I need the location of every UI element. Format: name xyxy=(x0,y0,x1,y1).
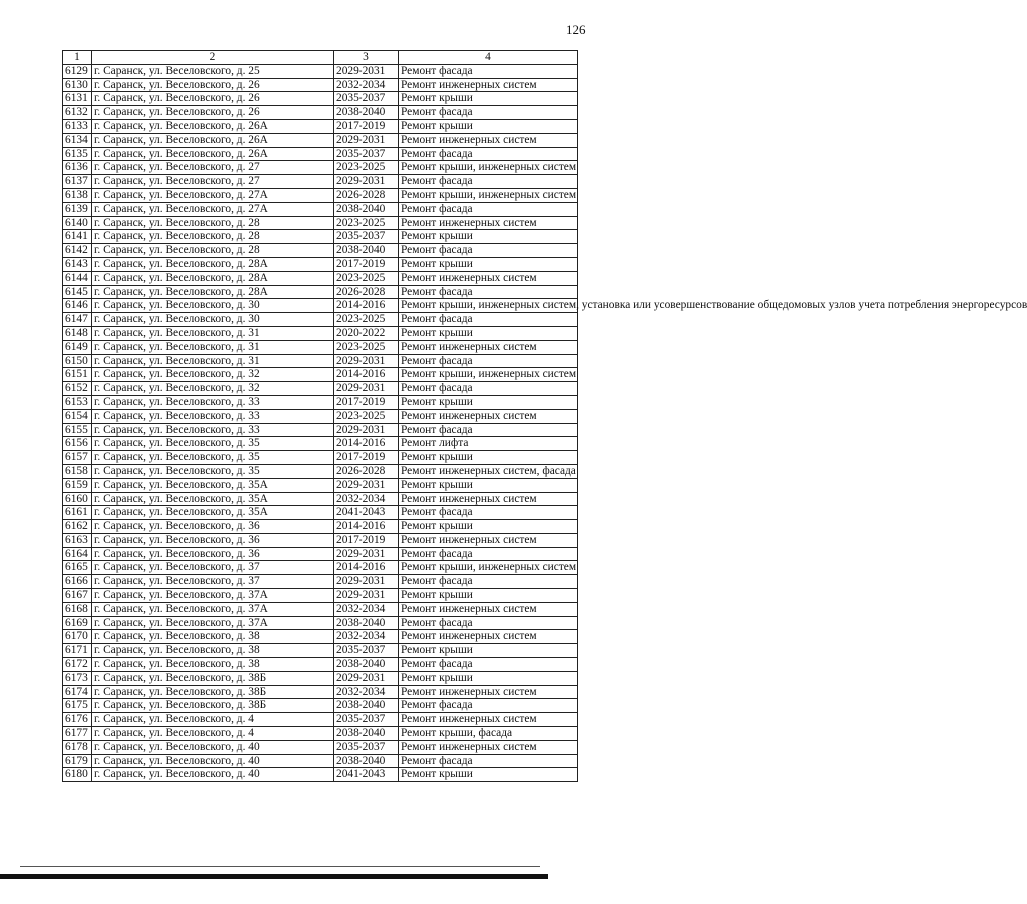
row-number: 6147 xyxy=(63,313,92,327)
row-number: 6138 xyxy=(63,188,92,202)
row-work-type: Ремонт инженерных систем xyxy=(399,740,578,754)
row-work-type: Ремонт фасада xyxy=(399,754,578,768)
row-number: 6171 xyxy=(63,644,92,658)
row-work-type: Ремонт фасада xyxy=(399,64,578,78)
row-address: г. Саранск, ул. Веселовского, д. 37 xyxy=(92,575,334,589)
row-work-type: Ремонт фасада xyxy=(399,616,578,630)
row-address: г. Саранск, ул. Веселовского, д. 28 xyxy=(92,216,334,230)
table-row xyxy=(63,175,578,189)
table-row xyxy=(63,520,578,534)
row-work-type: Ремонт крыши, инженерных систем xyxy=(399,188,578,202)
row-number: 6167 xyxy=(63,589,92,603)
table-row xyxy=(63,161,578,175)
row-number: 6146 xyxy=(63,299,92,313)
row-number: 6136 xyxy=(63,161,92,175)
row-work-type: Ремонт инженерных систем xyxy=(399,340,578,354)
header-col-4: 4 xyxy=(399,51,578,65)
row-number: 6172 xyxy=(63,658,92,672)
row-years: 2017-2019 xyxy=(334,533,399,547)
table-row xyxy=(63,368,578,382)
row-number: 6166 xyxy=(63,575,92,589)
row-address: г. Саранск, ул. Веселовского, д. 35 xyxy=(92,464,334,478)
row-work-type: Ремонт инженерных систем xyxy=(399,602,578,616)
row-number: 6144 xyxy=(63,271,92,285)
row-number: 6162 xyxy=(63,520,92,534)
row-address: г. Саранск, ул. Веселовского, д. 25 xyxy=(92,64,334,78)
row-years: 2038-2040 xyxy=(334,616,399,630)
table-row xyxy=(63,395,578,409)
row-work-type: Ремонт инженерных систем xyxy=(399,409,578,423)
row-address: г. Саранск, ул. Веселовского, д. 37А xyxy=(92,589,334,603)
row-address: г. Саранск, ул. Веселовского, д. 30 xyxy=(92,299,334,313)
table-body xyxy=(63,64,1027,781)
row-work-type: Ремонт крыши xyxy=(399,119,578,133)
table-row xyxy=(63,271,578,285)
row-work-type: Ремонт инженерных систем xyxy=(399,78,578,92)
row-years: 2023-2025 xyxy=(334,161,399,175)
row-years: 2032-2034 xyxy=(334,78,399,92)
row-years: 2017-2019 xyxy=(334,257,399,271)
row-years: 2029-2031 xyxy=(334,589,399,603)
row-number: 6177 xyxy=(63,727,92,741)
row-years: 2014-2016 xyxy=(334,561,399,575)
row-work-type: Ремонт фасада xyxy=(399,575,578,589)
table-row xyxy=(63,92,578,106)
row-address: г. Саранск, ул. Веселовского, д. 40 xyxy=(92,754,334,768)
row-address: г. Саранск, ул. Веселовского, д. 28 xyxy=(92,230,334,244)
row-years: 2029-2031 xyxy=(334,64,399,78)
row-number: 6145 xyxy=(63,285,92,299)
row-number: 6143 xyxy=(63,257,92,271)
table-row xyxy=(63,354,578,368)
row-address: г. Саранск, ул. Веселовского, д. 32 xyxy=(92,382,334,396)
table-row xyxy=(63,230,578,244)
row-work-type: Ремонт фасада xyxy=(399,147,578,161)
row-work-type: Ремонт инженерных систем xyxy=(399,685,578,699)
table-row xyxy=(63,216,578,230)
row-work-type: Ремонт инженерных систем xyxy=(399,492,578,506)
row-work-type: Ремонт фасада xyxy=(399,313,578,327)
row-years: 2038-2040 xyxy=(334,699,399,713)
row-number: 6129 xyxy=(63,64,92,78)
row-work-type: Ремонт фасада xyxy=(399,699,578,713)
row-years: 2038-2040 xyxy=(334,754,399,768)
row-number: 6158 xyxy=(63,464,92,478)
row-years: 2017-2019 xyxy=(334,395,399,409)
row-work-type: Ремонт фасада xyxy=(399,285,578,299)
row-work-type: Ремонт фасада xyxy=(399,658,578,672)
table-row xyxy=(63,602,578,616)
table-header-row xyxy=(63,51,578,65)
row-years: 2029-2031 xyxy=(334,575,399,589)
row-years: 2023-2025 xyxy=(334,271,399,285)
table-row xyxy=(63,326,578,340)
row-years: 2029-2031 xyxy=(334,382,399,396)
table-row xyxy=(63,740,578,754)
row-address: г. Саранск, ул. Веселовского, д. 38 xyxy=(92,630,334,644)
row-number: 6149 xyxy=(63,340,92,354)
table-row xyxy=(63,244,578,258)
row-years: 2038-2040 xyxy=(334,202,399,216)
row-address: г. Саранск, ул. Веселовского, д. 40 xyxy=(92,740,334,754)
row-address: г. Саранск, ул. Веселовского, д. 35А xyxy=(92,492,334,506)
row-address: г. Саранск, ул. Веселовского, д. 33 xyxy=(92,409,334,423)
row-years: 2035-2037 xyxy=(334,740,399,754)
table-row xyxy=(63,561,578,575)
table-row xyxy=(63,685,578,699)
table-row xyxy=(63,106,578,120)
row-years: 2038-2040 xyxy=(334,244,399,258)
table-row xyxy=(63,299,578,313)
row-years: 2020-2022 xyxy=(334,326,399,340)
row-address: г. Саранск, ул. Веселовского, д. 38 xyxy=(92,644,334,658)
row-address: г. Саранск, ул. Веселовского, д. 27 xyxy=(92,175,334,189)
row-work-type: Ремонт крыши xyxy=(399,230,578,244)
row-work-type: Ремонт крыши, инженерных систем xyxy=(399,561,578,575)
row-address: г. Саранск, ул. Веселовского, д. 33 xyxy=(92,395,334,409)
table-row xyxy=(63,257,578,271)
row-address: г. Саранск, ул. Веселовского, д. 35А xyxy=(92,506,334,520)
row-number: 6164 xyxy=(63,547,92,561)
table-row xyxy=(63,285,578,299)
row-years: 2038-2040 xyxy=(334,727,399,741)
row-number: 6178 xyxy=(63,740,92,754)
row-years: 2023-2025 xyxy=(334,340,399,354)
row-address: г. Саранск, ул. Веселовского, д. 36 xyxy=(92,547,334,561)
table-row xyxy=(63,78,578,92)
table-row xyxy=(63,382,578,396)
row-work-type: Ремонт инженерных систем xyxy=(399,216,578,230)
row-work-type: Ремонт крыши xyxy=(399,326,578,340)
table-row xyxy=(63,547,578,561)
row-work-type: Ремонт крыши xyxy=(399,92,578,106)
row-work-type: Ремонт крыши xyxy=(399,395,578,409)
row-years: 2017-2019 xyxy=(334,451,399,465)
row-number: 6179 xyxy=(63,754,92,768)
row-number: 6155 xyxy=(63,423,92,437)
repair-schedule-table xyxy=(62,50,1027,782)
row-work-type: Ремонт крыши, инженерных систем xyxy=(399,161,578,175)
row-address: г. Саранск, ул. Веселовского, д. 26 xyxy=(92,106,334,120)
row-work-type: Ремонт фасада xyxy=(399,506,578,520)
row-number: 6176 xyxy=(63,713,92,727)
row-work-type: Ремонт крыши, инженерных систем, установка или усовершенствование общедомовых узлов учета потребления энергоресурсов xyxy=(399,299,578,313)
table-row xyxy=(63,699,578,713)
row-address: г. Саранск, ул. Веселовского, д. 26А xyxy=(92,133,334,147)
row-number: 6150 xyxy=(63,354,92,368)
row-address: г. Саранск, ул. Веселовского, д. 26 xyxy=(92,78,334,92)
row-number: 6141 xyxy=(63,230,92,244)
row-address: г. Саранск, ул. Веселовского, д. 28А xyxy=(92,271,334,285)
row-number: 6153 xyxy=(63,395,92,409)
row-work-type: Ремонт инженерных систем, фасада xyxy=(399,464,578,478)
row-work-type: Ремонт фасада xyxy=(399,202,578,216)
row-work-type: Ремонт фасада xyxy=(399,106,578,120)
row-address: г. Саранск, ул. Веселовского, д. 30 xyxy=(92,313,334,327)
row-number: 6173 xyxy=(63,671,92,685)
table-row xyxy=(63,616,578,630)
row-number: 6159 xyxy=(63,478,92,492)
row-number: 6135 xyxy=(63,147,92,161)
row-years: 2017-2019 xyxy=(334,119,399,133)
row-address: г. Саранск, ул. Веселовского, д. 37А xyxy=(92,602,334,616)
row-address: г. Саранск, ул. Веселовского, д. 36 xyxy=(92,520,334,534)
row-work-type: Ремонт крыши xyxy=(399,451,578,465)
table-row xyxy=(63,589,578,603)
table-row xyxy=(63,671,578,685)
row-number: 6131 xyxy=(63,92,92,106)
table-row xyxy=(63,133,578,147)
row-work-type: Ремонт инженерных систем xyxy=(399,713,578,727)
row-years: 2029-2031 xyxy=(334,478,399,492)
table-row xyxy=(63,533,578,547)
row-number: 6168 xyxy=(63,602,92,616)
table-row xyxy=(63,464,578,478)
row-number: 6154 xyxy=(63,409,92,423)
row-work-type: Ремонт лифта xyxy=(399,437,578,451)
row-work-type: Ремонт инженерных систем xyxy=(399,133,578,147)
row-work-type: Ремонт фасада xyxy=(399,175,578,189)
table-row xyxy=(63,423,578,437)
row-number: 6156 xyxy=(63,437,92,451)
row-work-type: Ремонт инженерных систем xyxy=(399,533,578,547)
row-address: г. Саранск, ул. Веселовского, д. 31 xyxy=(92,354,334,368)
table-row xyxy=(63,147,578,161)
row-address: г. Саранск, ул. Веселовского, д. 27А xyxy=(92,202,334,216)
row-work-type: Ремонт фасада xyxy=(399,547,578,561)
table-row xyxy=(63,437,578,451)
row-years: 2041-2043 xyxy=(334,768,399,782)
row-number: 6139 xyxy=(63,202,92,216)
row-work-type: Ремонт инженерных систем xyxy=(399,271,578,285)
row-years: 2023-2025 xyxy=(334,313,399,327)
table-row xyxy=(63,340,578,354)
row-address: г. Саранск, ул. Веселовского, д. 28 xyxy=(92,244,334,258)
row-address: г. Саранск, ул. Веселовского, д. 38Б xyxy=(92,699,334,713)
row-address: г. Саранск, ул. Веселовского, д. 31 xyxy=(92,326,334,340)
table-row xyxy=(63,119,578,133)
row-number: 6157 xyxy=(63,451,92,465)
row-number: 6148 xyxy=(63,326,92,340)
row-years: 2014-2016 xyxy=(334,368,399,382)
row-years: 2038-2040 xyxy=(334,106,399,120)
row-address: г. Саранск, ул. Веселовского, д. 36 xyxy=(92,533,334,547)
row-address: г. Саранск, ул. Веселовского, д. 38 xyxy=(92,658,334,672)
table-row xyxy=(63,492,578,506)
row-years: 2014-2016 xyxy=(334,520,399,534)
row-years: 2038-2040 xyxy=(334,658,399,672)
row-address: г. Саранск, ул. Веселовского, д. 28А xyxy=(92,257,334,271)
row-years: 2032-2034 xyxy=(334,685,399,699)
table-row xyxy=(63,644,578,658)
row-address: г. Саранск, ул. Веселовского, д. 4 xyxy=(92,727,334,741)
row-years: 2029-2031 xyxy=(334,547,399,561)
table-row xyxy=(63,451,578,465)
row-address: г. Саранск, ул. Веселовского, д. 28А xyxy=(92,285,334,299)
row-work-type: Ремонт фасада xyxy=(399,382,578,396)
row-address: г. Саранск, ул. Веселовского, д. 26А xyxy=(92,119,334,133)
row-number: 6175 xyxy=(63,699,92,713)
row-years: 2026-2028 xyxy=(334,188,399,202)
row-years: 2014-2016 xyxy=(334,299,399,313)
row-years: 2029-2031 xyxy=(334,671,399,685)
row-years: 2035-2037 xyxy=(334,147,399,161)
row-number: 6180 xyxy=(63,768,92,782)
row-address: г. Саранск, ул. Веселовского, д. 40 xyxy=(92,768,334,782)
row-number: 6130 xyxy=(63,78,92,92)
row-address: г. Саранск, ул. Веселовского, д. 38Б xyxy=(92,685,334,699)
row-number: 6151 xyxy=(63,368,92,382)
row-years: 2032-2034 xyxy=(334,630,399,644)
row-work-type: Ремонт крыши xyxy=(399,671,578,685)
table-row xyxy=(63,727,578,741)
row-work-type: Ремонт крыши xyxy=(399,520,578,534)
row-address: г. Саранск, ул. Веселовского, д. 27 xyxy=(92,161,334,175)
row-number: 6137 xyxy=(63,175,92,189)
row-years: 2029-2031 xyxy=(334,423,399,437)
row-years: 2023-2025 xyxy=(334,216,399,230)
row-years: 2014-2016 xyxy=(334,437,399,451)
header-col-2: 2 xyxy=(92,51,334,65)
row-work-type: Ремонт крыши xyxy=(399,257,578,271)
row-number: 6140 xyxy=(63,216,92,230)
row-number: 6169 xyxy=(63,616,92,630)
row-address: г. Саранск, ул. Веселовского, д. 32 xyxy=(92,368,334,382)
row-address: г. Саранск, ул. Веселовского, д. 35 xyxy=(92,451,334,465)
row-work-type: Ремонт крыши xyxy=(399,478,578,492)
row-work-type: Ремонт крыши xyxy=(399,589,578,603)
row-address: г. Саранск, ул. Веселовского, д. 4 xyxy=(92,713,334,727)
row-number: 6134 xyxy=(63,133,92,147)
row-work-type: Ремонт крыши, фасада xyxy=(399,727,578,741)
table-row xyxy=(63,202,578,216)
row-work-type: Ремонт фасада xyxy=(399,244,578,258)
header-col-3: 3 xyxy=(334,51,399,65)
row-address: г. Саранск, ул. Веселовского, д. 31 xyxy=(92,340,334,354)
table-row xyxy=(63,630,578,644)
scan-edge-bar xyxy=(0,874,548,879)
table-row xyxy=(63,478,578,492)
table-row xyxy=(63,506,578,520)
row-years: 2026-2028 xyxy=(334,285,399,299)
row-address: г. Саранск, ул. Веселовского, д. 26А xyxy=(92,147,334,161)
row-number: 6132 xyxy=(63,106,92,120)
table-row xyxy=(63,768,578,782)
row-number: 6161 xyxy=(63,506,92,520)
row-address: г. Саранск, ул. Веселовского, д. 37 xyxy=(92,561,334,575)
row-work-type: Ремонт крыши, инженерных систем xyxy=(399,368,578,382)
row-years: 2026-2028 xyxy=(334,464,399,478)
table-row xyxy=(63,313,578,327)
row-address: г. Саранск, ул. Веселовского, д. 37А xyxy=(92,616,334,630)
row-years: 2029-2031 xyxy=(334,175,399,189)
row-work-type: Ремонт инженерных систем xyxy=(399,630,578,644)
row-years: 2041-2043 xyxy=(334,506,399,520)
table-row xyxy=(63,754,578,768)
table-row xyxy=(63,188,578,202)
row-number: 6152 xyxy=(63,382,92,396)
row-years: 2035-2037 xyxy=(334,230,399,244)
row-work-type: Ремонт фасада xyxy=(399,354,578,368)
row-address: г. Саранск, ул. Веселовского, д. 33 xyxy=(92,423,334,437)
row-years: 2023-2025 xyxy=(334,409,399,423)
row-work-type: Ремонт фасада xyxy=(399,423,578,437)
page-number: 126 xyxy=(566,22,586,37)
row-number: 6142 xyxy=(63,244,92,258)
row-address: г. Саранск, ул. Веселовского, д. 27А xyxy=(92,188,334,202)
row-number: 6170 xyxy=(63,630,92,644)
row-work-type: Ремонт крыши xyxy=(399,768,578,782)
row-years: 2035-2037 xyxy=(334,644,399,658)
row-years: 2032-2034 xyxy=(334,492,399,506)
row-number: 6160 xyxy=(63,492,92,506)
scan-edge-line xyxy=(20,866,540,867)
row-address: г. Саранск, ул. Веселовского, д. 26 xyxy=(92,92,334,106)
table-row xyxy=(63,658,578,672)
table-row xyxy=(63,64,578,78)
row-years: 2035-2037 xyxy=(334,92,399,106)
row-years: 2032-2034 xyxy=(334,602,399,616)
row-years: 2029-2031 xyxy=(334,354,399,368)
row-address: г. Саранск, ул. Веселовского, д. 35А xyxy=(92,478,334,492)
row-number: 6174 xyxy=(63,685,92,699)
row-work-type: Ремонт крыши xyxy=(399,644,578,658)
table-row xyxy=(63,409,578,423)
row-years: 2029-2031 xyxy=(334,133,399,147)
table-row xyxy=(63,575,578,589)
row-address: г. Саранск, ул. Веселовского, д. 38Б xyxy=(92,671,334,685)
row-number: 6165 xyxy=(63,561,92,575)
row-number: 6133 xyxy=(63,119,92,133)
table-row xyxy=(63,713,578,727)
row-years: 2035-2037 xyxy=(334,713,399,727)
row-address: г. Саранск, ул. Веселовского, д. 35 xyxy=(92,437,334,451)
header-col-1: 1 xyxy=(63,51,92,65)
row-number: 6163 xyxy=(63,533,92,547)
